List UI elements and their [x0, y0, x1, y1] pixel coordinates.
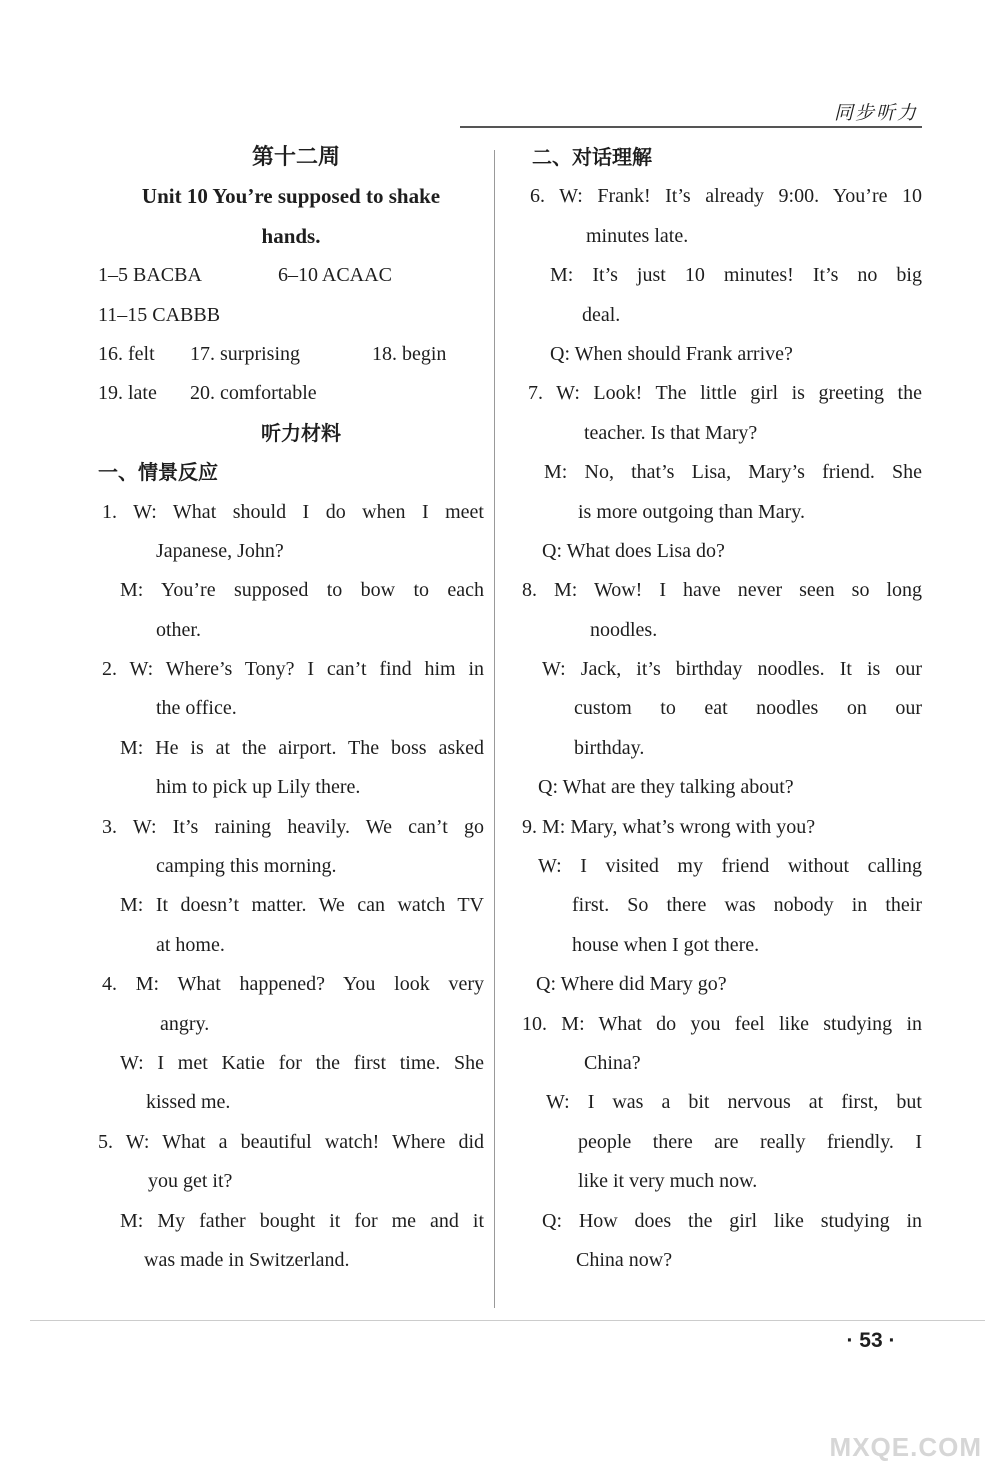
dialogue-line: Q: Where did Mary go? [536, 973, 727, 996]
dialogue-line: like it very much now. [578, 1170, 758, 1193]
dialogue-line: China now? [576, 1248, 673, 1271]
answer-item: 18. begin [372, 342, 447, 365]
dialogue-line: Japanese, John? [156, 539, 284, 562]
dialogue-line: camping this morning. [156, 855, 337, 878]
page-number: · 53 · [846, 1329, 896, 1352]
dialogue-line: W: I visited my friend without calling [538, 855, 922, 878]
dialogue-line: China? [584, 1051, 641, 1074]
dialogue-line: M: It’s just 10 minutes! It’s no big [550, 264, 922, 287]
dialogue-line: 5. W: What a beautiful watch! Where did [98, 1130, 484, 1153]
dialogue-line: Q: How does the girl like studying in [542, 1209, 922, 1232]
dialogue-line: house when I got there. [572, 933, 760, 956]
answer-item: 17. surprising [190, 342, 300, 365]
left-column [98, 138, 484, 1280]
dialogue-line: M: It doesn’t matter. We can watch TV [120, 894, 484, 917]
dialogue-line: M: He is at the airport. The boss asked [120, 736, 484, 759]
dialogue-line: Q: What are they talking about? [538, 776, 794, 799]
answer-item: 16. felt [98, 342, 155, 365]
answer-row [98, 296, 484, 335]
dialogue-line: him to pick up Lily there. [156, 776, 361, 799]
materials-title: 听力材料 [261, 420, 341, 445]
dialogue-line: W: I met Katie for the first time. She [120, 1051, 484, 1074]
section-1-title: 一、情景反应 [98, 460, 218, 485]
dialogue-line: 4. M: What happened? You look very [102, 973, 484, 996]
dialogue-line: M: My father bought it for me and it [120, 1209, 484, 1232]
dialogue-line: 2. W: Where’s Tony? I can’t find him in [102, 658, 484, 681]
dialogue-line: you get it? [148, 1170, 233, 1193]
dialogue-line: at home. [156, 933, 225, 956]
dialogue-line: minutes late. [586, 224, 689, 247]
dialogue-line: teacher. Is that Mary? [584, 421, 758, 444]
dialogue-line: deal. [582, 303, 621, 326]
dialogue-line: was made in Switzerland. [144, 1248, 350, 1271]
answer-row [98, 256, 484, 295]
dialogue-line: 1. W: What should I do when I meet [102, 500, 484, 523]
answer-item: 20. comfortable [190, 382, 317, 405]
dialogue-line: people there are really friendly. I [578, 1130, 922, 1153]
answer-item: 11–15 CABBB [98, 303, 221, 326]
answer-row [98, 374, 484, 413]
dialogue-line: W: Jack, it’s birthday noodles. It is our [542, 658, 922, 681]
dialogue-line: M: No, that’s Lisa, Mary’s friend. She [544, 461, 922, 484]
dialogue-line: 7. W: Look! The little girl is greeting the [528, 382, 922, 405]
dialogue-line: is more outgoing than Mary. [578, 500, 806, 523]
dialogue-line: 9. M: Mary, what’s wrong with you? [522, 815, 816, 838]
dialogue-line: Q: When should Frank arrive? [550, 342, 793, 365]
answer-item: 6–10 ACAAC [278, 264, 392, 287]
answer-row [98, 335, 484, 374]
dialogue-line: custom to eat noodles on our [574, 697, 922, 720]
dialogue-line: birthday. [574, 736, 645, 759]
dialogue-line: W: I was a bit nervous at first, but [546, 1091, 922, 1114]
dialogue-line: 10. M: What do you feel like studying in [522, 1012, 922, 1035]
dialogue-line: 6. W: Frank! It’s already 9:00. You’re 10 [530, 185, 922, 208]
dialogue-line: other. [156, 618, 201, 641]
watermark: MXQE.COM [829, 1432, 982, 1462]
header-label: 同步听力 [833, 102, 918, 124]
dialogue-line: noodles. [590, 618, 658, 641]
dialogue-line: the office. [156, 697, 237, 720]
answer-item: 19. late [98, 382, 157, 405]
dialogue-line: first. So there was nobody in their [572, 894, 922, 917]
right-column [522, 138, 922, 1280]
dialogue-line: angry. [160, 1012, 210, 1035]
dialogue-line: 3. W: It’s raining heavily. We can’t go [102, 815, 484, 838]
unit-title-line-2: hands. [261, 223, 321, 248]
dialogue-line: kissed me. [146, 1091, 231, 1114]
dialogue-line: Q: What does Lisa do? [542, 539, 725, 562]
unit-title-line-1: Unit 10 You’re supposed to shake [141, 184, 441, 209]
answer-item: 1–5 BACBA [98, 264, 202, 287]
week-title: 第十二周 [251, 145, 340, 170]
section-2-title: 二、对话理解 [532, 145, 652, 169]
footer-rule [30, 1320, 985, 1321]
dialogue-line: M: You’re supposed to bow to each [120, 579, 484, 602]
header-rule [460, 126, 922, 128]
dialogue-line: 8. M: Wow! I have never seen so long [522, 579, 922, 602]
column-divider [494, 150, 495, 1308]
